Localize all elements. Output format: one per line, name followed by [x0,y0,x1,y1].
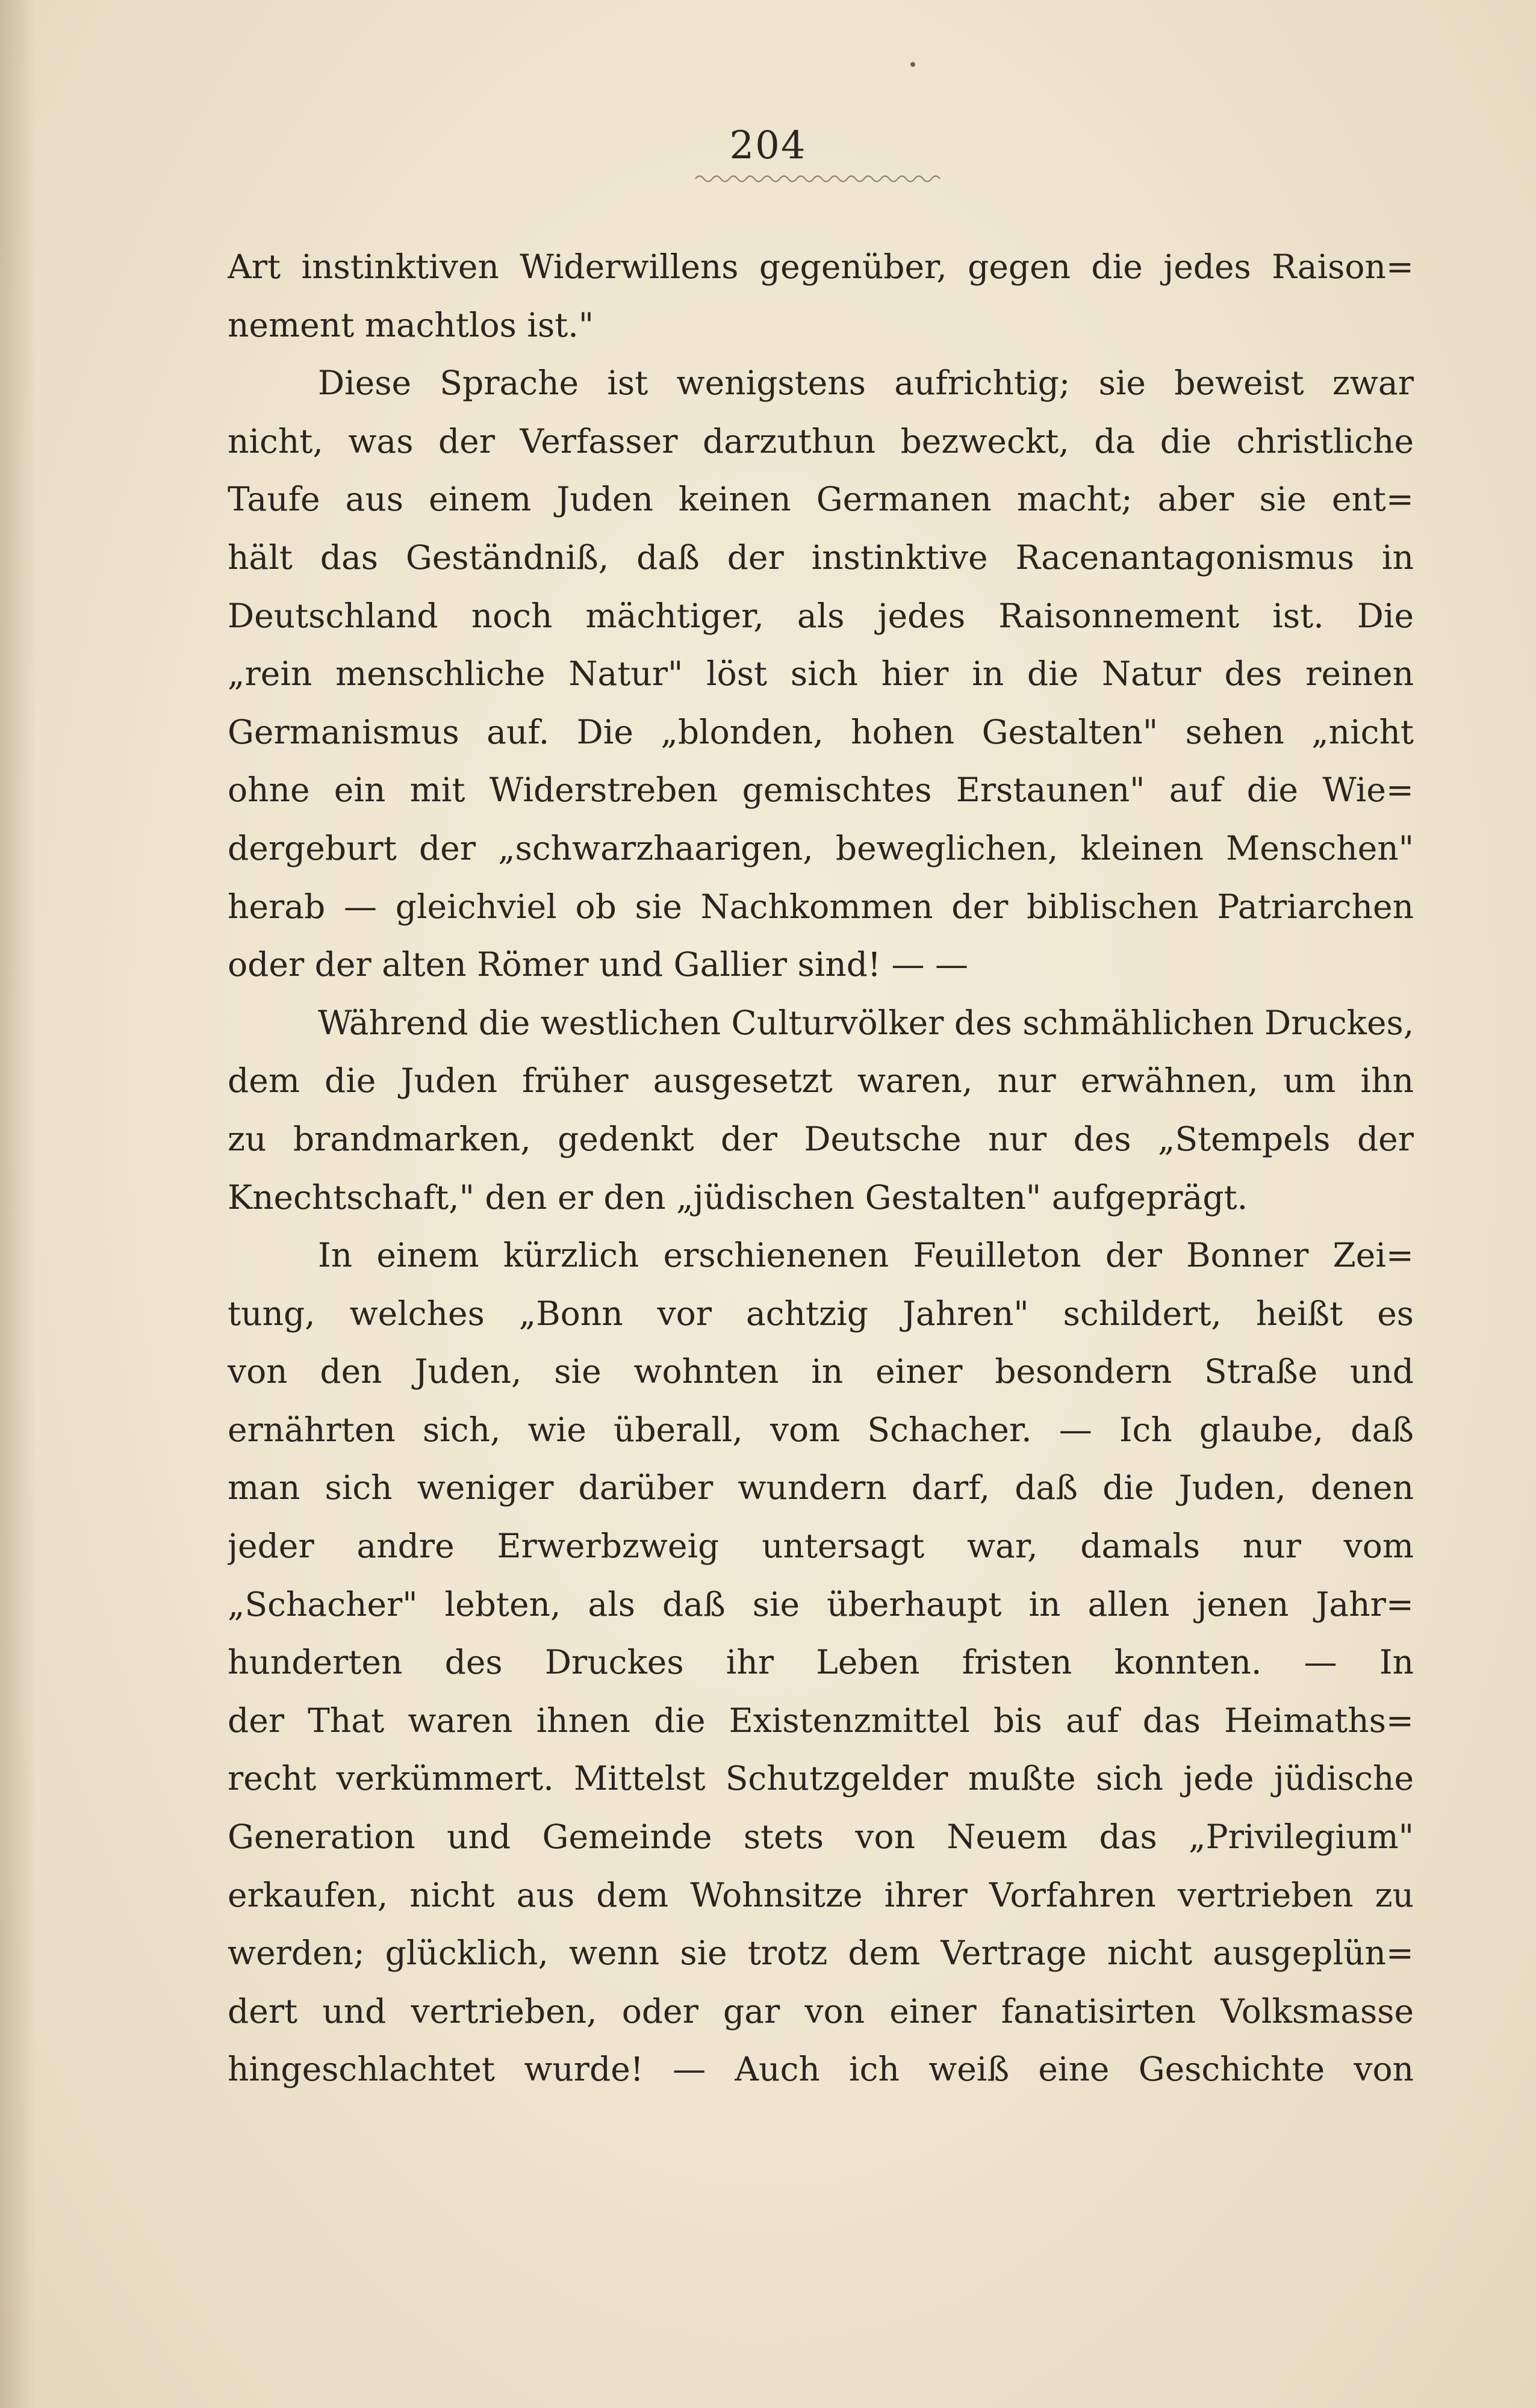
wavy-ornament-rule [692,170,945,188]
text-line: der That waren ihnen die Existenzmittel bis auf das Heimaths= [228,1701,1414,1740]
text-line: dem die Juden früher ausgesetzt waren, nur erwähnen, um ihn [228,1061,1414,1100]
text-line: hunderten des Druckes ihr Leben fristen konnten. — In [228,1643,1414,1682]
text-line: hält das Geständniß, daß der instinktive Racenantagonismus in [228,538,1414,577]
text-line: „rein menschliche Natur" löst sich hier in die Natur des reinen [228,654,1414,694]
text-line: recht verkümmert. Mittelst Schutzgelder mußte sich jede jüdische [228,1759,1414,1798]
text-line: oder der alten Römer und Gallier sind! — — [228,945,968,984]
text-line: werden; glücklich, wenn sie trotz dem Vertrage nicht ausgeplün= [228,1934,1414,1973]
text-line: hingeschlachtet wurde! — Auch ich weiß eine Geschichte von [228,2050,1414,2089]
text-line: von den Juden, sie wohnten in einer besondern Straße und [228,1352,1414,1391]
text-line: man sich weniger darüber wundern darf, daß die Juden, denen [228,1468,1414,1507]
page-number: 204 [729,123,807,168]
text-line: ernährten sich, wie überall, vom Schacher. — Ich glaube, daß [228,1410,1414,1449]
text-line: herab — gleichviel ob sie Nachkommen der biblischen Patriarchen [228,887,1414,926]
text-line: nement machtlos ist." [228,305,594,344]
text-line: Während die westlichen Culturvölker des schmählichen Druckes, [318,1003,1414,1042]
page-edge-shadow [0,0,36,2408]
text-line: jeder andre Erwerbzweig untersagt war, damals nur vom [228,1527,1414,1566]
text-line: Taufe aus einem Juden keinen Germanen macht; aber sie ent= [228,480,1414,519]
text-line: tung, welches „Bonn vor achtzig Jahren" schildert, heißt es [228,1294,1414,1333]
text-line: Art instinktiven Widerwillens gegenüber, gegen die jedes Raison= [228,247,1414,286]
text-line: Knechtschaft," den er den „jüdischen Gestalten" aufgeprägt. [228,1178,1248,1217]
paper-speck [910,62,915,67]
text-line: Generation und Gemeinde stets von Neuem das „Privilegium" [228,1817,1414,1857]
text-line: dergeburt der „schwarzhaarigen, beweglichen, kleinen Menschen" [228,828,1414,867]
text-line: erkaufen, nicht aus dem Wohnsitze ihrer Vorfahren vertrieben zu [228,1875,1414,1914]
text-line: Germanismus auf. Die „blonden, hohen Gestalten" sehen „nicht [228,712,1414,751]
text-line: Deutschland noch mächtiger, als jedes Raisonnement ist. Die [228,596,1414,635]
text-line: dert und vertrieben, oder gar von einer fanatisirten Volksmasse [228,1991,1414,2031]
text-line: ohne ein mit Widerstreben gemischtes Erstaunen" auf die Wie= [228,771,1414,810]
text-line: „Schacher" lebten, als daß sie überhaupt in allen jenen Jahr= [228,1584,1414,1624]
text-line: Diese Sprache ist wenigstens aufrichtig; sie beweist zwar [318,364,1414,403]
text-line: nicht, was der Verfasser darzuthun bezweckt, da die christliche [228,421,1414,461]
text-line: In einem kürzlich erschienenen Feuilleton der Bonner Zei= [318,1236,1414,1275]
text-line: zu brandmarken, gedenkt der Deutsche nur des „Stempels der [228,1119,1414,1158]
body-text [228,238,1414,2099]
